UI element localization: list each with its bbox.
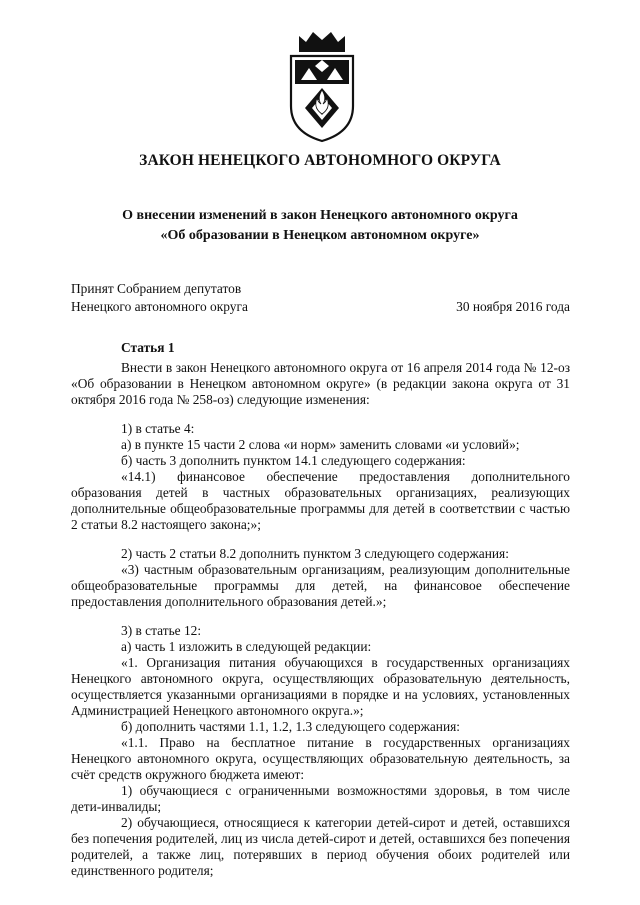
item-3-b: б) дополнить частями 1.1, 1.2, 1.3 следующего содержания: bbox=[121, 719, 461, 734]
item-1-a: а) в пункте 15 части 2 слова «и норм» заменить словами «и условий»; bbox=[121, 437, 520, 452]
adoption-date: 30 ноября 2016 года bbox=[456, 299, 570, 314]
article-title: Статья 1 bbox=[121, 340, 175, 355]
item-1-b: б) часть 3 дополнить пунктом 14.1 следующего содержания: bbox=[121, 453, 466, 468]
item-3-heading: 3) в статье 12: bbox=[121, 623, 202, 638]
item-1-heading: 1) в статье 4: bbox=[121, 421, 195, 436]
item-2-quote: «3) частным образовательным организациям, реализующим дополнительные общеобразовательные программы для детей, на финансовое обеспечение предоставления дополнительного образования детей.»; bbox=[71, 562, 570, 609]
item-3-a-quote: «1. Организация питания обучающихся в государственных организациях Ненецкого автономного округа, осуществляющих образовательную деятельность, осуществляется указанными организациями в порядке и на условиях, установленных Администрацией Ненецкого автономного округа.»; bbox=[71, 655, 570, 718]
adoption-body bbox=[71, 280, 248, 316]
item-3-b-quote: «1.1. Право на бесплатное питание в государственных организациях Ненецкого автономного округа, осуществляющих образовательную деятельность, за счёт средств окружного бюджета имеют: bbox=[71, 735, 570, 782]
law-subject-line-2: «Об образовании в Ненецком автономном округе» bbox=[160, 228, 480, 243]
item-1-quote: «14.1) финансовое обеспечение предоставления дополнительного образования детей в частных образовательных организациях, реализующих дополнительные общеобразовательные программы для детей в соответствии с частью 2 статьи 8.2 настоящего закона;»; bbox=[71, 469, 570, 532]
coat-of-arms-icon bbox=[287, 28, 357, 144]
article-body bbox=[71, 360, 570, 879]
law-title: ЗАКОН НЕНЕЦКОГО АВТОНОМНОГО ОКРУГА bbox=[139, 152, 501, 169]
article-intro: Внести в закон Ненецкого автономного округа от 16 апреля 2014 года № 12-оз «Об образовании в Ненецком автономном округе» (в редакции закона округа от 31 октября 2016 года № 258-оз) следующие изменения: bbox=[71, 360, 570, 407]
law-subject-line-1: О внесении изменений в закон Ненецкого автономного округа bbox=[122, 208, 518, 223]
adoption-line-1: Принят Собранием депутатов bbox=[71, 281, 242, 296]
item-3-a: а) часть 1 изложить в следующей редакции: bbox=[121, 639, 372, 654]
sub-item-1: 1) обучающиеся с ограниченными возможностями здоровья, в том числе дети-инвалиды; bbox=[71, 783, 570, 814]
item-2-heading: 2) часть 2 статьи 8.2 дополнить пунктом 3 следующего содержания: bbox=[121, 546, 509, 561]
law-subject bbox=[0, 206, 640, 246]
sub-item-2: 2) обучающиеся, относящиеся к категории детей-сирот и детей, оставшихся без попечения родителей, лиц из числа детей-сирот и детей, оставшихся без попечения родителей, а также лиц, потерявших в период обучения обоих родителей или единственного родителя; bbox=[71, 815, 570, 878]
adoption-line-2: Ненецкого автономного округа bbox=[71, 299, 248, 314]
